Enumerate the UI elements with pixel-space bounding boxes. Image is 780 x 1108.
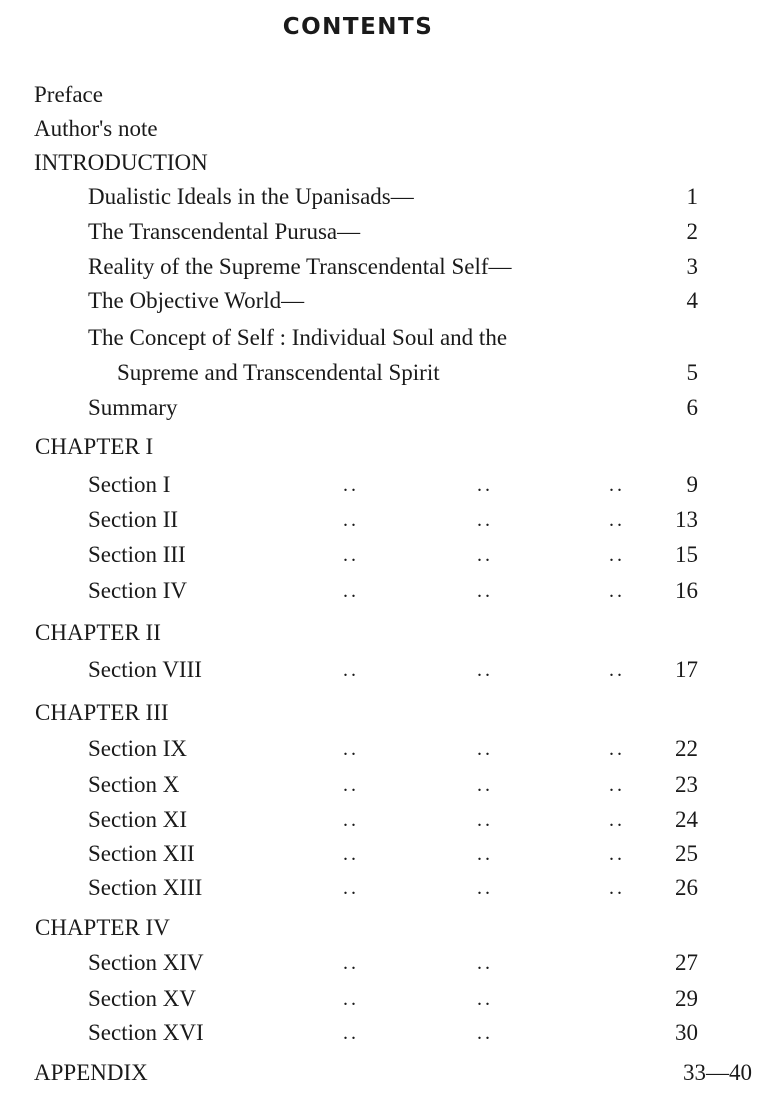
page-number: 25	[675, 841, 698, 866]
toc-entry	[0, 948, 780, 978]
dot-leader: ..	[477, 474, 493, 496]
section-heading	[0, 148, 780, 178]
entry-label: Author's note	[34, 116, 158, 141]
dot-leader: ..	[609, 509, 625, 531]
toc-entry	[0, 217, 780, 247]
dot-leader: ..	[609, 809, 625, 831]
entry-label: Dualistic Ideals in the Upanisads—	[88, 184, 414, 209]
toc-entry	[0, 1018, 780, 1048]
entry-label: Section X	[88, 772, 180, 797]
dot-leader: ..	[609, 474, 625, 496]
entry-label: Reality of the Supreme Transcendental Self—	[88, 254, 512, 279]
dot-leader: ..	[343, 988, 359, 1010]
dot-leader: ..	[343, 580, 359, 602]
entry-label: Section I	[88, 472, 171, 497]
toc-entry	[0, 839, 780, 869]
dot-leader: ..	[343, 774, 359, 796]
page-number: 33—40	[683, 1060, 752, 1085]
toc-entry	[0, 576, 780, 606]
toc-entry	[0, 358, 780, 388]
dot-leader: ..	[477, 1022, 493, 1044]
page-number: 6	[686, 395, 698, 420]
page-number: 2	[686, 219, 698, 244]
toc-entry	[0, 182, 780, 212]
entry-label: The Concept of Self : Individual Soul and the	[88, 325, 508, 350]
dot-leader: ..	[343, 877, 359, 899]
heading-label: APPENDIX	[34, 1060, 148, 1085]
page-number: 13	[675, 507, 698, 532]
dot-leader: ..	[609, 659, 625, 681]
page-number: 4	[686, 288, 698, 313]
dot-leader: ..	[477, 580, 493, 602]
page-number: 5	[686, 360, 698, 385]
heading-label: CHAPTER IV	[35, 915, 170, 940]
entry-label: Section XI	[88, 807, 188, 832]
dot-leader: ..	[477, 738, 493, 760]
chapter-heading	[0, 618, 780, 648]
dot-leader: ..	[477, 877, 493, 899]
entry-label: Section IV	[88, 578, 188, 603]
entry-label: Section XIV	[88, 950, 204, 975]
dot-leader: ..	[477, 509, 493, 531]
dot-leader: ..	[343, 843, 359, 865]
entry-label: Summary	[88, 395, 178, 420]
chapter-heading	[0, 698, 780, 728]
dot-leader: ..	[477, 659, 493, 681]
dot-leader: ..	[609, 580, 625, 602]
dot-leader: ..	[343, 474, 359, 496]
entry-label: Section II	[88, 507, 179, 532]
page-number: 16	[675, 578, 698, 603]
dot-leader: ..	[609, 774, 625, 796]
dot-leader: ..	[343, 509, 359, 531]
dot-leader: ..	[477, 843, 493, 865]
dot-leader: ..	[343, 809, 359, 831]
page-title: CONTENTS	[282, 14, 434, 40]
toc-entry	[0, 540, 780, 570]
page-number: 1	[686, 184, 698, 209]
page-number: 27	[675, 950, 698, 975]
toc-entry	[0, 655, 780, 685]
dot-leader: ..	[477, 774, 493, 796]
entry-label: The Objective World—	[88, 288, 305, 313]
page-number: 29	[675, 986, 698, 1011]
page-number: 22	[675, 736, 698, 761]
toc-entry	[0, 734, 780, 764]
toc-entry	[0, 873, 780, 903]
appendix-entry	[0, 1058, 780, 1088]
entry-label: Section XIII	[88, 875, 203, 900]
toc-entry	[0, 770, 780, 800]
dot-leader: ..	[477, 809, 493, 831]
chapter-heading	[0, 432, 780, 462]
dot-leader: ..	[609, 544, 625, 566]
entry-label: Section VIII	[88, 657, 202, 682]
heading-label: CHAPTER III	[35, 700, 169, 725]
entry-label: Section XV	[88, 986, 196, 1011]
dot-leader: ..	[343, 738, 359, 760]
dot-leader: ..	[477, 988, 493, 1010]
toc-entry	[0, 252, 780, 282]
entry-label: Supreme and Transcendental Spirit	[117, 360, 440, 385]
entry-label: The Transcendental Purusa—	[88, 219, 361, 244]
heading-label: INTRODUCTION	[34, 150, 208, 175]
page-number: 15	[675, 542, 698, 567]
dot-leader: ..	[477, 544, 493, 566]
toc-entry	[0, 984, 780, 1014]
dot-leader: ..	[609, 843, 625, 865]
page-number: 23	[675, 772, 698, 797]
page-number: 17	[675, 657, 698, 682]
heading-label: CHAPTER II	[35, 620, 161, 645]
toc-entry	[0, 805, 780, 835]
dot-leader: ..	[609, 877, 625, 899]
dot-leader: ..	[343, 952, 359, 974]
page-number: 26	[675, 875, 698, 900]
chapter-heading	[0, 913, 780, 943]
entry-label: Preface	[34, 82, 103, 107]
entry-label: Section XII	[88, 841, 195, 866]
entry-label: Section III	[88, 542, 186, 567]
page-number: 30	[675, 1020, 698, 1045]
entry-label: Section IX	[88, 736, 188, 761]
toc-entry	[0, 114, 780, 144]
page-number: 24	[675, 807, 698, 832]
toc-entry	[0, 393, 780, 423]
dot-leader: ..	[343, 544, 359, 566]
toc-entry	[0, 470, 780, 500]
toc-entry	[0, 286, 780, 316]
page-number: 9	[686, 472, 698, 497]
toc-entry	[0, 323, 780, 353]
toc-entry	[0, 80, 780, 110]
toc-entry	[0, 505, 780, 535]
dot-leader: ..	[343, 1022, 359, 1044]
dot-leader: ..	[477, 952, 493, 974]
page-number: 3	[686, 254, 698, 279]
heading-label: CHAPTER I	[35, 434, 154, 459]
entry-label: Section XVI	[88, 1020, 204, 1045]
dot-leader: ..	[343, 659, 359, 681]
dot-leader: ..	[609, 738, 625, 760]
